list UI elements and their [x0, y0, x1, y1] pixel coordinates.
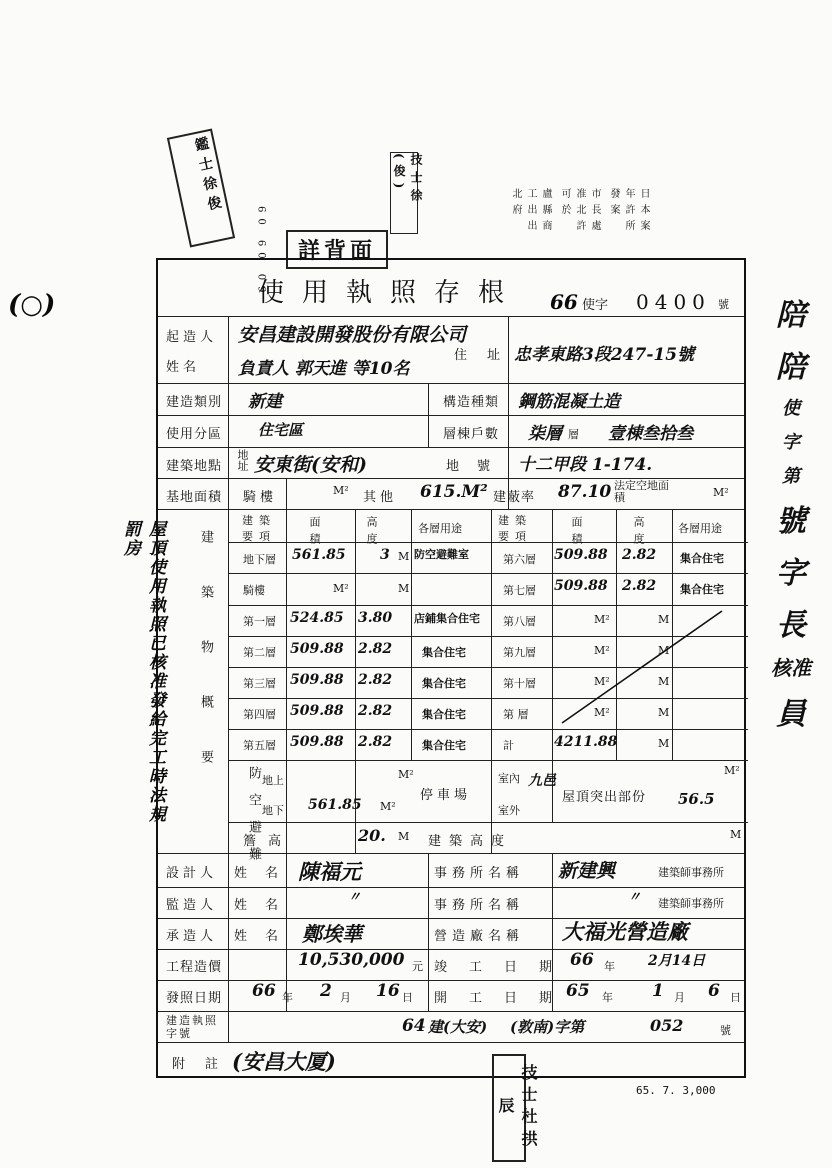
address-label: 住址: [454, 348, 521, 363]
floor-arcade: 騎樓: [243, 584, 265, 597]
col-use-right: 各層用途: [678, 522, 722, 535]
col-use-left: 各層用途: [418, 522, 462, 535]
contractor-firm: 大福光營造廠: [562, 919, 688, 944]
f5-use: 集合住宅: [422, 739, 466, 752]
ground-label: 地上: [262, 774, 284, 787]
designer-office-label: 事務所名稱: [434, 866, 525, 881]
site-location-label: 建築地點: [166, 459, 223, 474]
top-left-stamp: 鑑士徐俊: [167, 128, 235, 247]
f4-height: 2.82: [358, 703, 393, 719]
parking-label: 停車場: [420, 788, 472, 803]
issue-month-unit: 月: [340, 991, 351, 1004]
supervisor-label: 監造人: [166, 898, 218, 913]
builder-representative: 負責人 郭天進 等10名: [238, 359, 410, 379]
col-height-left: 高度: [365, 516, 378, 550]
col-height-right: 高度: [632, 516, 645, 550]
other-area-value: 615.M²: [420, 482, 488, 502]
col-area-right: 面積: [570, 516, 583, 550]
completion-rest: 2月14日: [648, 953, 706, 969]
arcade-area-label: 騎樓: [243, 490, 278, 505]
floor-5: 第五層: [243, 739, 276, 752]
f7-area: 509.88: [554, 578, 608, 594]
license-char: 使字: [582, 298, 609, 313]
basement-area: 561.85: [292, 547, 346, 563]
f3-height: 2.82: [358, 672, 393, 688]
eaves-unit: M: [398, 830, 410, 843]
floor-blank: 第 層: [503, 708, 529, 721]
f4-area: 509.88: [290, 703, 344, 719]
left-margin-note: 屋頂使用執照已核准發給完工時法規罰房: [120, 520, 165, 824]
start-year-unit: 年: [602, 991, 613, 1004]
eaves-height: 20.: [358, 826, 386, 845]
issue-day: 16: [376, 981, 400, 1001]
eaves-label: 簷高: [243, 834, 294, 849]
col-item-left: 建築要項: [242, 514, 276, 543]
issue-date-label: 發照日期: [166, 991, 223, 1006]
structure-type-value: 鋼筋混凝土造: [518, 392, 620, 412]
floor-9: 第九層: [503, 646, 536, 659]
f5-area: 509.88: [290, 734, 344, 750]
bldg-height-label: 建築高度: [428, 834, 513, 849]
print-mark: 65. 7. 3,000: [636, 1084, 716, 1097]
license-year: 66: [550, 290, 578, 314]
site-area-label: 基地面積: [166, 490, 223, 505]
start-month-unit: 月: [674, 991, 685, 1004]
coverage-label: 建蔽率: [493, 490, 536, 505]
total-area: 4211.88: [554, 734, 618, 750]
f10-area-unit: M²: [594, 675, 610, 688]
legal-open-label: 法定空地面積: [614, 479, 669, 504]
underground-unit: M²: [380, 800, 396, 813]
site-addr-label: 地址: [236, 449, 249, 471]
bldg-height-unit: M: [730, 828, 742, 841]
permit-district-a: 建(大安): [428, 1018, 488, 1036]
floor-7: 第七層: [503, 584, 536, 597]
permit-number: 64: [402, 1016, 426, 1036]
top-mid-stamp: 技士徐(俊): [390, 152, 418, 234]
form-title: 使用執照存根: [258, 278, 523, 308]
f1-height: 3.80: [358, 610, 393, 626]
f6-height: 2.82: [622, 547, 657, 563]
f7-use: 集合住宅: [680, 583, 724, 596]
roof-label: 屋頂突出部份: [562, 790, 647, 805]
underground-label: 地下: [262, 804, 284, 817]
f2-area: 509.88: [290, 641, 344, 657]
contractor-firm-label: 營造廠名稱: [434, 929, 525, 944]
f1-area: 524.85: [290, 610, 344, 626]
arcade-area-unit: M²: [333, 582, 349, 595]
supervisor-name-label: 姓名: [234, 898, 297, 913]
start-day: 6: [708, 981, 720, 1001]
completion-year: 66: [570, 950, 594, 970]
f3-area: 509.88: [290, 672, 344, 688]
contractor-name: 鄭埃華: [302, 922, 362, 946]
f2-use: 集合住宅: [422, 646, 466, 659]
issue-year-unit: 年: [282, 991, 293, 1004]
start-year: 65: [566, 981, 590, 1001]
total-height-unit: M: [658, 737, 670, 750]
f8-area-unit: M²: [594, 613, 610, 626]
cost-label: 工程造價: [166, 960, 223, 975]
issue-month: 2: [320, 981, 332, 1001]
col-area-left: 面積: [308, 516, 321, 550]
supervisor-office-suffix: 建築師事務所: [658, 897, 724, 910]
site-street-value: 安東街(安和): [254, 454, 367, 476]
contractor-label: 承造人: [166, 929, 218, 944]
floor-8: 第八層: [503, 615, 536, 628]
left-edge-marks: (○): [8, 290, 56, 320]
building-class-label: 建造類別: [166, 395, 223, 410]
supervisor-office: 〃: [628, 890, 642, 905]
floor-6: 第六層: [503, 553, 536, 566]
f6-use: 集合住宅: [680, 552, 724, 565]
permit-suffix: 號: [720, 1024, 731, 1037]
floors-value: 柒層: [528, 424, 562, 444]
zoning-label: 使用分區: [166, 427, 223, 442]
contractor-name-label: 姓名: [234, 929, 297, 944]
floor-10: 第十層: [503, 677, 536, 690]
arcade-unit: M²: [333, 484, 349, 497]
indoor-label: 室內: [498, 772, 520, 785]
f7-height: 2.82: [622, 578, 657, 594]
permit-district-b: (敦南)字第: [510, 1018, 585, 1036]
cost-value: 10,530,000: [298, 950, 405, 970]
f6-area: 509.88: [554, 547, 608, 563]
f9-area-unit: M²: [594, 644, 610, 657]
f5-height: 2.82: [358, 734, 393, 750]
page-number-mark: 60 09 09: [258, 200, 269, 293]
site-lot-label: 地號: [446, 459, 509, 474]
air-raid-label: 防空避難: [246, 766, 261, 874]
floor-4: 第四層: [243, 708, 276, 721]
f2-height: 2.82: [358, 641, 393, 657]
f8-height-unit: M: [658, 613, 670, 626]
notes-value: (安昌大厦): [232, 1049, 336, 1074]
notes-label: 附註: [172, 1057, 239, 1072]
arcade-height-unit: M: [398, 582, 410, 595]
floor-1: 第一層: [243, 615, 276, 628]
floor-unit: 層: [568, 428, 579, 441]
builder-address: 忠孝東路3段247-15號: [514, 345, 695, 365]
floors-units-label: 層棟戶數: [443, 427, 500, 442]
site-lot-value: 十二甲段 1-174.: [518, 455, 653, 475]
designer-name-label: 姓名: [234, 866, 297, 881]
legal-open-unit: M²: [713, 486, 729, 499]
bottom-stamp: 技士杜拱辰: [492, 1054, 526, 1162]
designer-name: 陳福元: [298, 859, 361, 884]
f1-use: 店鋪集合住宅: [414, 612, 480, 625]
designer-office-suffix: 建築師事務所: [658, 866, 724, 879]
license-suffix: 號: [718, 298, 729, 311]
roof-area: 56.5: [678, 790, 715, 808]
col-item-right: 建築要項: [498, 514, 532, 543]
total-label: 計: [503, 739, 534, 752]
f9-height-unit: M: [658, 644, 670, 657]
zoning-value: 住宅區: [258, 421, 304, 439]
outdoor-label: 室外: [498, 804, 520, 817]
floor-basement: 地下層: [243, 553, 276, 566]
fblank-area-unit: M²: [594, 706, 610, 719]
issue-day-unit: 日: [402, 991, 413, 1004]
f4-use: 集合住宅: [422, 708, 466, 721]
roof-unit: M²: [724, 764, 740, 777]
designer-label: 設計人: [166, 866, 218, 881]
supervisor-office-label: 事務所名稱: [434, 898, 525, 913]
start-day-unit: 日: [730, 991, 741, 1004]
basement-height-unit: M: [398, 550, 410, 563]
start-date-label: 開工日期: [434, 991, 575, 1006]
underground-area: 561.85: [308, 797, 362, 813]
completion-label: 竣工日期: [434, 960, 575, 975]
cost-unit: 元: [412, 960, 423, 973]
coverage-value: 87.10: [558, 482, 612, 502]
units-value: 壹棟叁拾叁: [608, 424, 693, 444]
ground-area-unit: M²: [398, 768, 414, 781]
permit-no-label: 建造執照字號: [166, 1014, 218, 1040]
f3-use: 集合住宅: [422, 677, 466, 690]
basement-height: 3: [380, 547, 390, 563]
right-margin-notes: 陪 陪 使 字 第 號 字 長 核准 員: [771, 298, 811, 732]
name-label: 姓名: [166, 360, 201, 375]
structure-type-label: 構造種類: [443, 395, 500, 410]
fblank-height-unit: M: [658, 706, 670, 719]
designer-office: 新建興: [558, 860, 616, 882]
license-number: 0400: [636, 290, 711, 314]
building-class-value: 新建: [248, 392, 282, 412]
right-stamp-block: 盧縣商工出出北府 市長處准北許可於 日本案年許所發案: [510, 188, 649, 236]
building-summary-label: 建築物概要: [198, 530, 213, 805]
completion-year-unit: 年: [604, 960, 615, 973]
floor-3: 第三層: [243, 677, 276, 690]
builder-label: 起造人: [166, 330, 218, 345]
usage-license-stub-form: [156, 258, 746, 1078]
supervisor-name: 〃: [348, 890, 362, 905]
basement-use: 防空避難室: [414, 548, 469, 561]
other-area-label: 其他: [363, 490, 398, 505]
start-month: 1: [652, 981, 664, 1001]
floor-2: 第二層: [243, 646, 276, 659]
detail-back-stamp: 詳背面: [286, 230, 388, 269]
parking-count: 九邑: [528, 773, 556, 789]
issue-year: 66: [252, 981, 276, 1001]
strike-line: [552, 605, 732, 729]
permit-serial: 052: [650, 1016, 684, 1035]
builder-company: 安昌建設開發股份有限公司: [238, 324, 467, 346]
f10-height-unit: M: [658, 675, 670, 688]
